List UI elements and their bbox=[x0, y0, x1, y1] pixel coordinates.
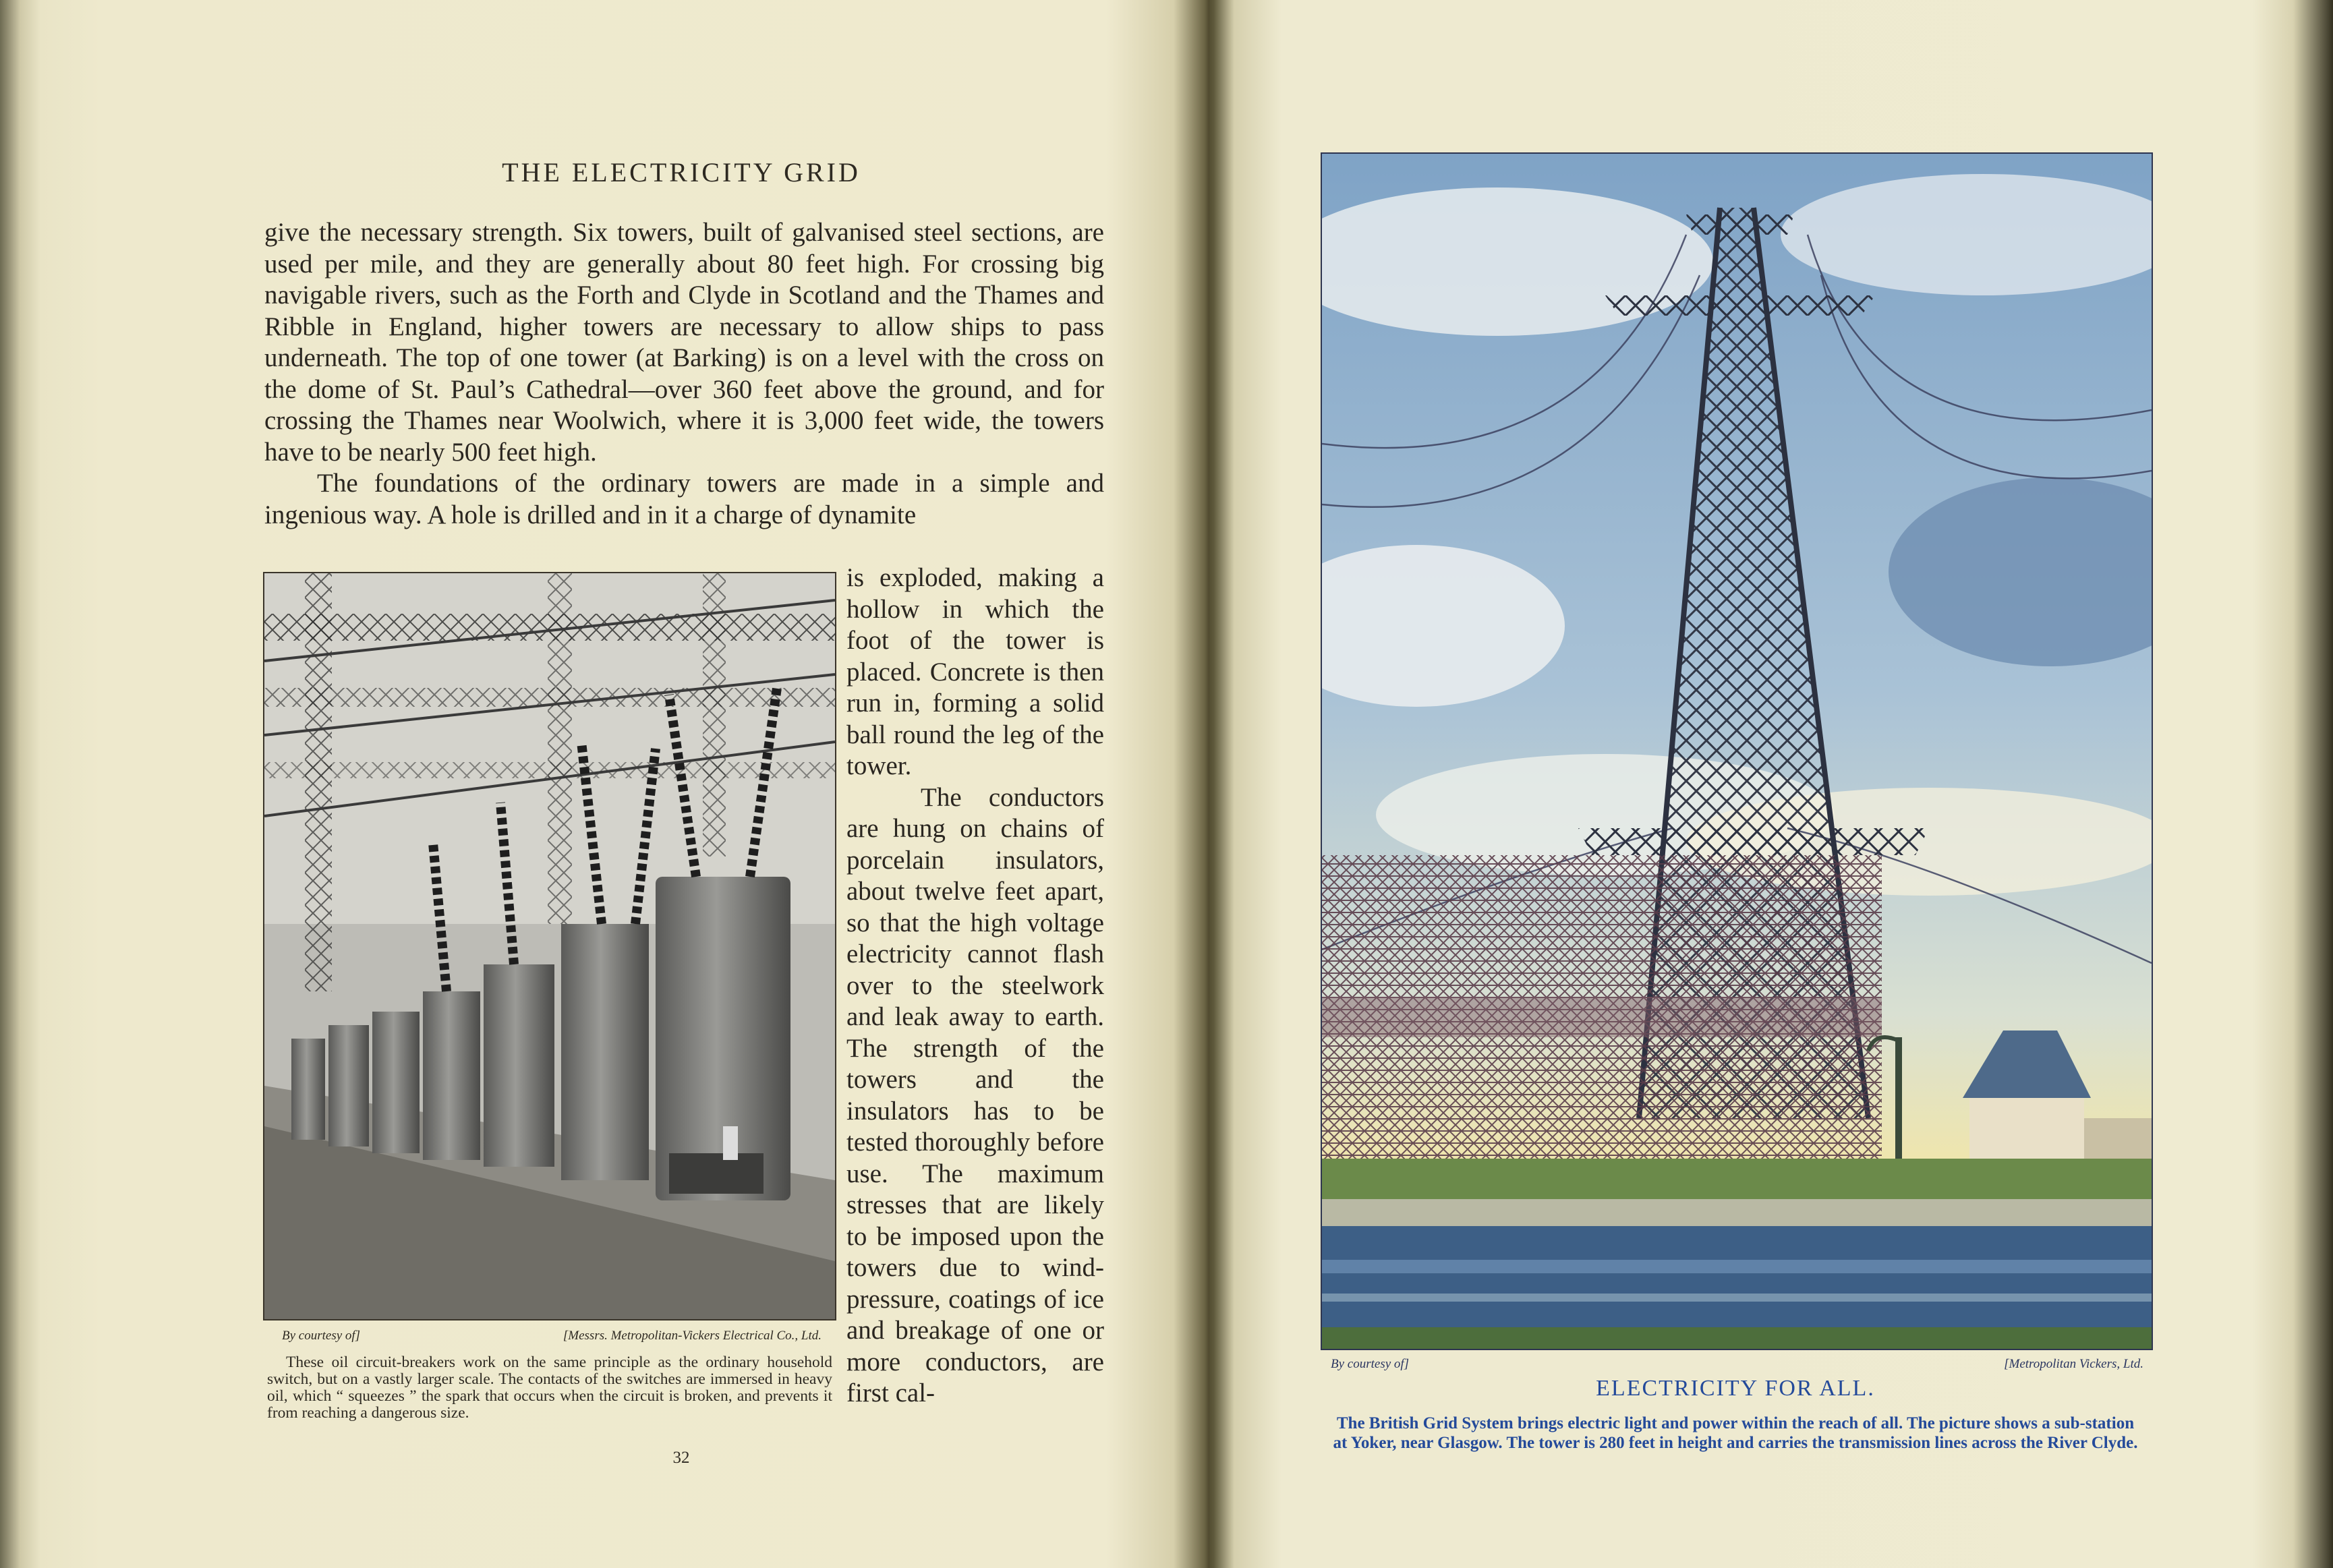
photo-caption bbox=[267, 1354, 832, 1422]
top-text-block bbox=[264, 217, 1104, 531]
plate-credit bbox=[1331, 1357, 2143, 1372]
circuit-breaker-photo bbox=[263, 572, 836, 1320]
plate-caption: The British Grid System brings electric light and power within the reach of all. The picture shows a sub-station at Yoker, near Glasgow. The tower is 280 feet in height and carries the transmission lines across the River Clyde. bbox=[1333, 1414, 2138, 1452]
circuit-breaker-illustration bbox=[264, 573, 835, 1319]
paragraph-2: The foundations of the ordinary towers are made in a simple and ingenious way. A hole is drilled and in it a charge of dynamite bbox=[264, 469, 1104, 529]
plate-title: ELECTRICITY FOR ALL. bbox=[1596, 1376, 1875, 1401]
plate-credit-left: By courtesy of] bbox=[1331, 1357, 1410, 1371]
paragraph-1: give the necessary strength. Six towers, built of galvanised steel sections, are used per mile, and they are generally about 80 feet high. For crossing big navigable rivers, such as the Forth and Clyde in Scotland and the Thames and Ribble in England, higher towers are necessary to allow ships to pass underneath. The top of one tower (at Barking) is on a level with the cross on the dome of St. Paul’s Cathedral—over 360 feet above the ground, and for crossing the Thames near Woolwich, where it is 3,000 feet wide, the towers have to be nearly 500 feet high. bbox=[264, 218, 1104, 467]
color-plate bbox=[1321, 152, 2153, 1350]
right-page bbox=[1211, 0, 2333, 1568]
photo-caption-text: These oil circuit-breakers work on the same principle as the ordinary household switch, but on a vastly larger scale. The contacts of the switches are immersed in heavy oil, which “ squeezes ” the spark that occurs when the circuit is broken, and prevents it from reaching a dangerous size. bbox=[267, 1354, 832, 1422]
photo-credit-left: By courtesy of] bbox=[282, 1329, 361, 1343]
side-text-column bbox=[846, 562, 1104, 1410]
photo-credit bbox=[282, 1329, 822, 1343]
photo-credit-right: [Messrs. Metropolitan-Vickers Electrical Co., Ltd. bbox=[563, 1329, 822, 1343]
page-number: 32 bbox=[672, 1449, 690, 1467]
transmission-tower-illustration bbox=[1322, 154, 2152, 1349]
running-head: THE ELECTRICITY GRID bbox=[502, 157, 861, 187]
side-paragraph-2: The conductors are hung on chains of porcelain insulators, about twelve feet apart, so that the high voltage electricity cannot flash over to the steelwork and leak away to earth. The strength of the towers and the insulators has to be tested thoroughly before use. The maximum stresses that are likely to be imposed upon the towers due to wind-pressure, coatings of ice and breakage of one or more conductors, are first cal- bbox=[846, 782, 1104, 1407]
plate-credit-right: [Metropolitan Vickers, Ltd. bbox=[2004, 1357, 2143, 1371]
side-paragraph-1: is exploded, making a hollow in which the foot of the tower is placed. Concrete is then run in, forming a solid ball round the leg of the tower. bbox=[846, 563, 1104, 780]
